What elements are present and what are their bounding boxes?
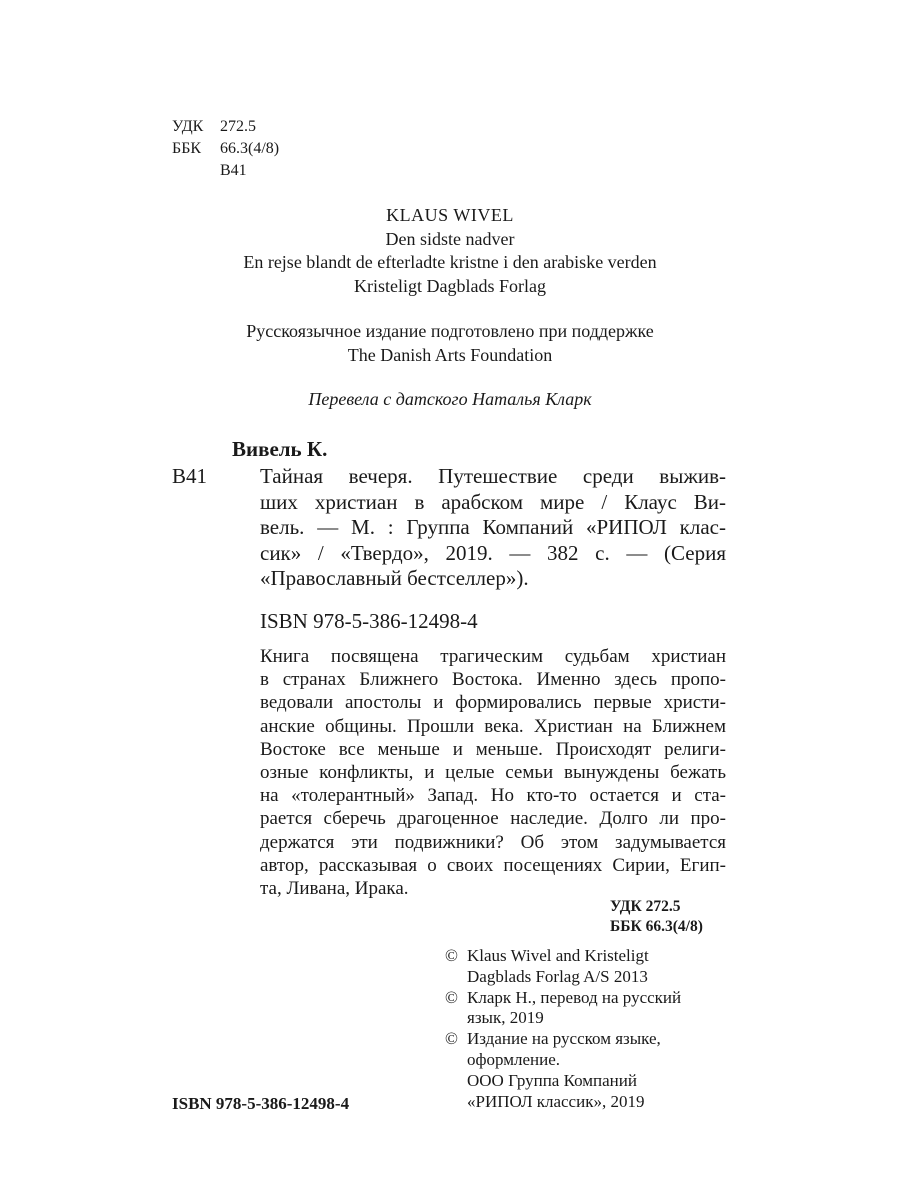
annotation-line: рается сберечь драгоценное наследие. Долго ли про- (260, 808, 726, 830)
support-block (0, 319, 900, 367)
original-edition-block (0, 204, 900, 298)
bbk-row (172, 138, 279, 160)
udk-label: УДК (172, 118, 204, 135)
copyright-line: Dagblads Forlag A/S 2013 (467, 966, 648, 986)
copyright-line: Кларк Н., перевод на русский (467, 987, 682, 1007)
copyright-icon: © (445, 987, 458, 1007)
catalog-line: ших христиан в арабском мире / Клаус Ви- (260, 489, 726, 514)
catalog-line: Тайная вечеря. Путешествие среди выжив- (260, 464, 726, 488)
copyright-item (445, 988, 681, 1030)
copyright-line: ООО Группа Компаний (467, 1070, 637, 1090)
catalog-line: вель. — М. : Группа Компаний «РИПОЛ клас- (260, 515, 726, 539)
classification-block (172, 116, 279, 182)
annotation-line: ведовали апостолы и формировались первые христи- (260, 692, 726, 714)
author-mark-row (172, 160, 279, 182)
copyright-line: Издание на русском языке, (467, 1029, 661, 1049)
catalog-line: сик» / «Твердо», 2019. — 382 с. — (Серия (260, 540, 726, 565)
copyright-item (445, 946, 681, 988)
annotation-line: держатся эти подвижники? Об этом задумывается (260, 831, 726, 853)
author-mark: В41 (220, 162, 247, 179)
copyright-block (445, 946, 681, 1112)
catalog-author: Вивель К. (232, 437, 328, 461)
annotation-line: в странах Ближнего Востока. Именно здесь пропо- (260, 669, 726, 691)
catalog-isbn: ISBN 978-5-386-12498-4 (260, 609, 478, 633)
annotation-line: автор, рассказывая о своих посещениях Сирии, Егип- (260, 854, 726, 876)
support-line-1: Русскоязычное издание подготовлено при поддержке (246, 321, 654, 341)
original-title: Den sidste nadver (385, 228, 515, 249)
copyright-line: Klaus Wivel and Kristeligt (467, 946, 649, 965)
annotation-line: анские общины. Прошли века. Христиан на Ближнем (260, 715, 726, 737)
bbk-label: ББК (172, 140, 202, 157)
isbn-bottom: ISBN 978-5-386-12498-4 (172, 1094, 350, 1113)
udk-summary: УДК 272.5 (610, 898, 681, 915)
catalog-line: «Православный бестселлер»). (260, 566, 529, 590)
copyright-line: язык, 2019 (467, 1008, 544, 1028)
annotation-line: Книга посвящена трагическим судьбам христиан (260, 646, 726, 667)
udk-value: 272.5 (220, 118, 256, 135)
original-author: KLAUS WIVEL (386, 205, 514, 225)
copyright-icon: © (445, 946, 458, 965)
bbk-summary: ББК 66.3(4/8) (610, 917, 703, 935)
catalog-code: В41 (172, 464, 208, 488)
catalog-entry (260, 464, 726, 592)
annotation-line: Востоке все меньше и меньше. Происходят религи- (260, 738, 726, 760)
annotation-line: та, Ливана, Ирака. (260, 878, 409, 900)
bbk-value: 66.3(4/8) (220, 140, 280, 157)
copyright-icon: © (445, 1029, 458, 1049)
udk-bbk-summary (610, 897, 703, 936)
copyright-line: «РИПОЛ классик», 2019 (467, 1091, 645, 1111)
support-line-2: The Danish Arts Foundation (347, 345, 553, 365)
copyright-organization (445, 1071, 681, 1113)
annotation (260, 645, 726, 900)
original-subtitle: En rejse blandt de efterladte kristne i den arabiske verden (243, 252, 657, 272)
copyright-line: оформление. (467, 1049, 561, 1069)
udk-row (172, 116, 279, 138)
translator-credit: Перевела с датского Наталья Кларк (308, 389, 592, 409)
original-publisher: Kristeligt Dagblads Forlag (354, 275, 546, 296)
annotation-line: озные конфликты, и целые семьи вынуждены бежать (260, 762, 726, 784)
copyright-item (445, 1029, 681, 1071)
annotation-line: на «толерантный» Запад. Но кто-то остается и ста- (260, 785, 726, 807)
